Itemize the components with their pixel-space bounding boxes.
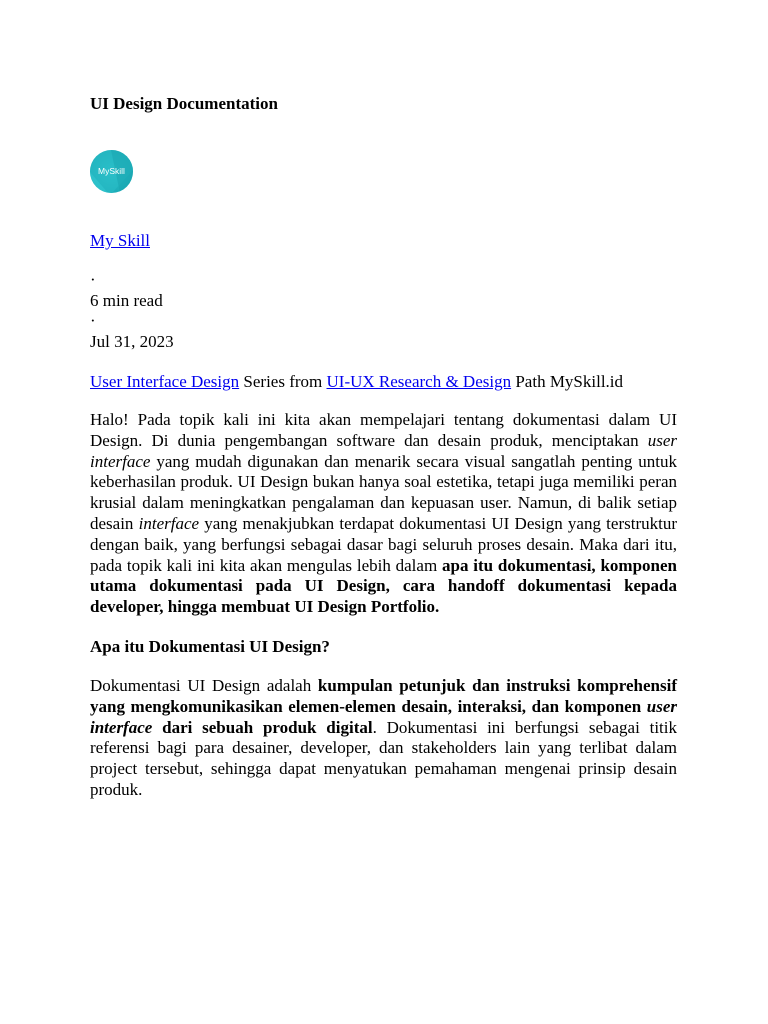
intro-text: Halo! Pada topik kali ini kita akan mempelajari tentang dokumentasi dalam UI Design. Di dunia pengembangan software dan desain produk, menciptakan [90,410,677,450]
series-text: Path MySkill.id [511,372,624,391]
section-text: . Dokumentasi ini berfungsi sebagai titik referensi bagi para desainer, developer, dan stakeholders lain yang terlibat dalam project tersebut, sehingga dapat menyatukan pemahaman mengenai prinsip desain produk. [90,717,677,799]
section-heading: Apa itu Dokumentasi UI Design? [90,637,330,656]
myskill-logo: MySkill [98,166,125,176]
section-text: Dokumentasi UI Design adalah [90,676,318,695]
section-bold: kumpulan petunjuk dan instruksi komprehensif yang mengkomunikasikan elemen-elemen desain, interaksi, dan komponen [90,676,677,716]
intro-bold: apa itu dokumentasi, komponen utama dokumentasi pada UI Design, cara handoff dokumentasi kepada developer, hingga membuat UI Design Portfolio. [90,555,677,617]
meta-separator: · [90,311,96,330]
intro-text: yang menakjubkan terdapat dokumentasi UI Design yang terstruktur dengan baik, yang berfungsi sebagai dasar bagi seluruh proses desain. Maka dari itu, pada topik kali ini kita akan mengulas lebih dalam [90,513,677,575]
intro-italic: interface [138,513,200,533]
series-text: Series from [239,372,327,391]
section-bold: dari sebuah produk digital [152,717,373,737]
section-paragraph [90,676,677,801]
publish-date: Jul 31, 2023 [90,332,174,351]
author-row [90,231,150,252]
intro-italic: user interface [90,430,677,471]
article-title: UI Design Documentation [90,94,278,113]
meta-separator: · [90,270,96,289]
series-link-user-interface-design[interactable]: User Interface Design [90,372,240,391]
section-bold-italic: user interface [90,696,677,737]
series-line [90,372,623,393]
author-avatar[interactable] [90,150,133,193]
series-link-ui-ux-research[interactable]: UI-UX Research & Design [326,372,512,391]
intro-paragraph [90,410,677,618]
intro-text: yang mudah digunakan dan menarik secara visual sangatlah penting untuk keberhasilan produk. UI Design bukan hanya soal estetika, tetapi juga memiliki peran krusial dalam meningkatkan pengalaman dan kepuasan user. Namun, di balik setiap desain [90,451,677,533]
author-link[interactable]: My Skill [90,231,150,250]
read-time: 6 min read [90,291,163,310]
